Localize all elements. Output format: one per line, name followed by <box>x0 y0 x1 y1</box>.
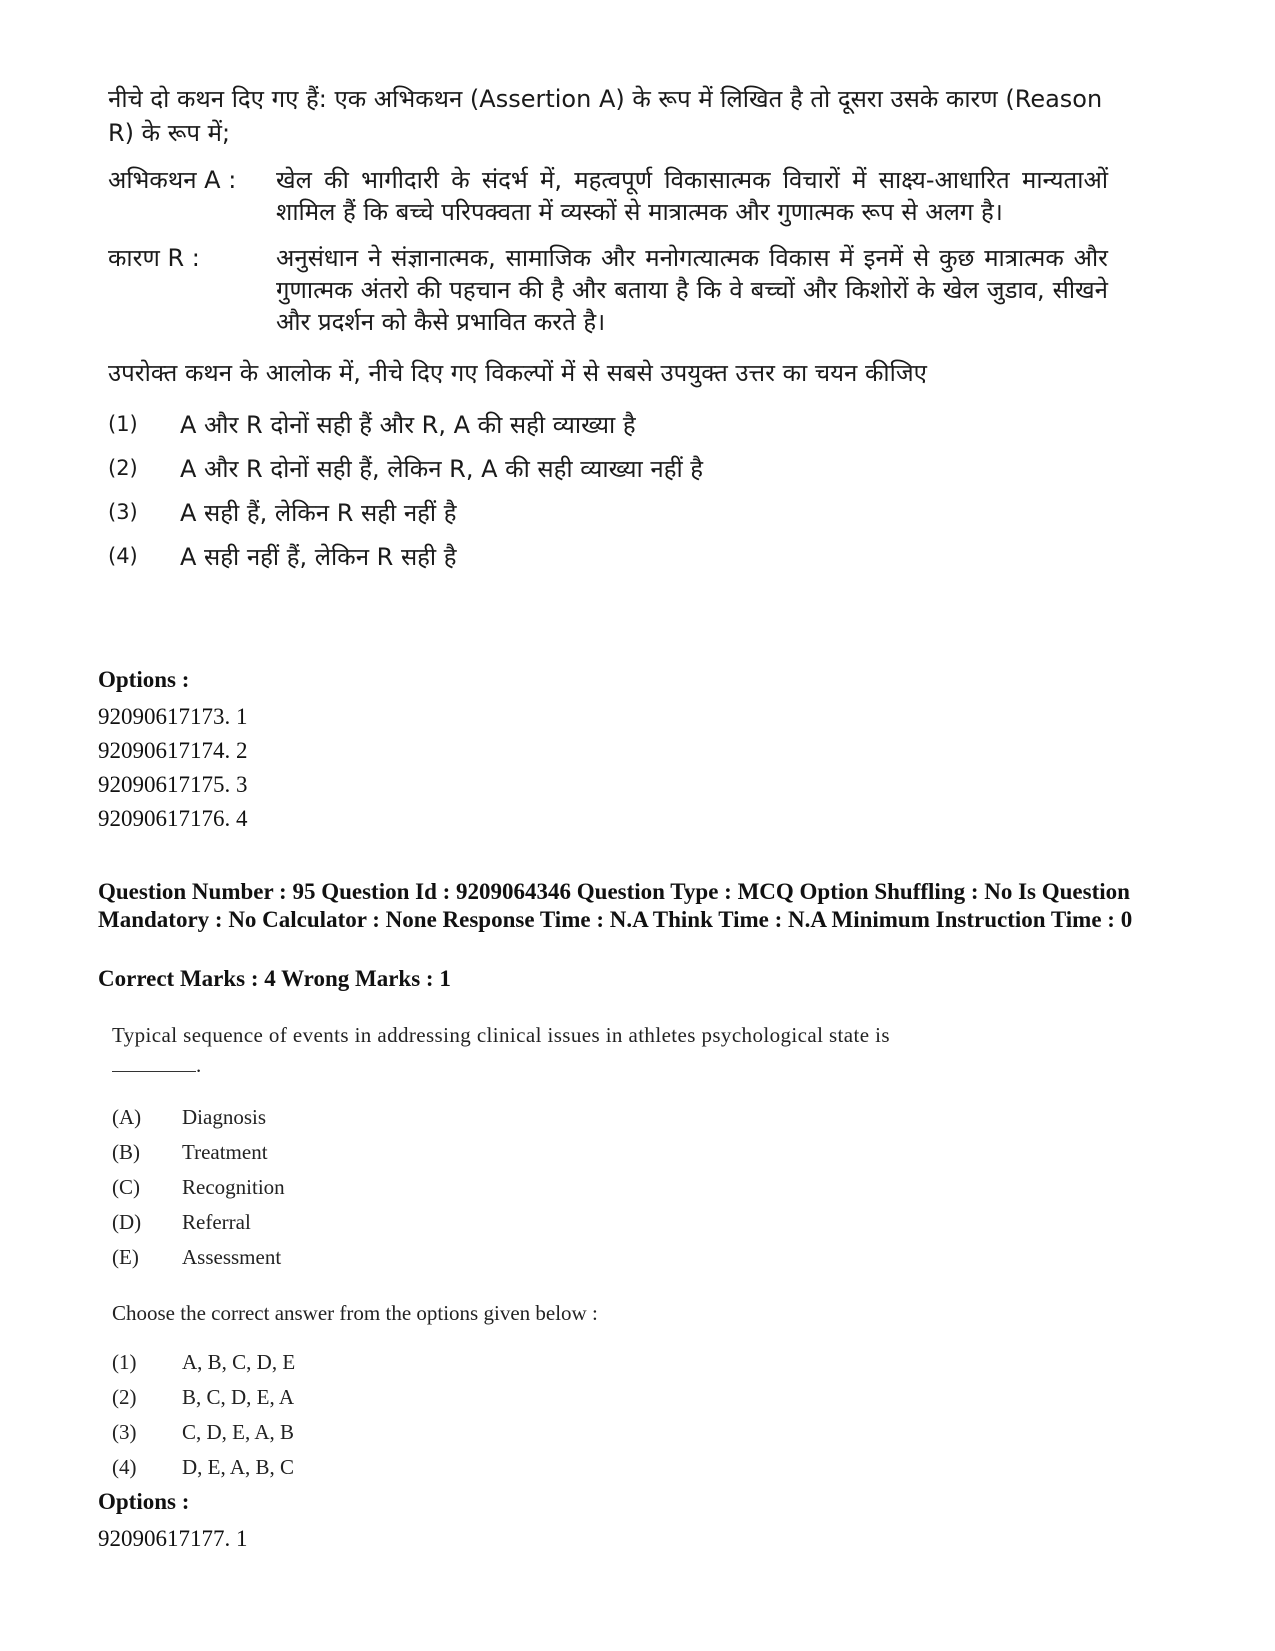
marks-info: Correct Marks : 4 Wrong Marks : 1 <box>98 966 451 991</box>
item-key: (E) <box>112 1245 139 1269</box>
answer-text: D, E, A, B, C <box>182 1455 295 1479</box>
stem-end: . <box>196 1053 202 1077</box>
answer-blank <box>112 1053 196 1072</box>
hindi-question-block <box>108 82 1108 578</box>
assertion-text: खेल की भागीदारी के संदर्भ में, महत्वपूर्ण विकासात्मक विचारों में साक्ष्य-आधारित मान्यताओं शामिल हैं कि बच्चे परिपक्वता में व्यस्कों से मात्रात्मक और गुणात्मक रूप से अलग है। <box>276 166 1108 226</box>
answer-key: (2) <box>112 1385 137 1409</box>
choice-number: (1) <box>108 412 138 436</box>
answer-choice <box>112 1380 1052 1415</box>
choice-number: (4) <box>108 544 138 568</box>
options-list <box>98 1522 248 1556</box>
question-metadata: Question Number : 95 Question Id : 9209064346 Question Type : MCQ Option Shuffling : No Is Question Mandatory : No Calculator : None Response Time : N.A Think Time : N.A Minimum Instruction Time : 0 <box>98 879 1133 932</box>
assertion-row <box>108 164 1108 228</box>
item-text: Treatment <box>182 1140 268 1164</box>
hindi-choice <box>108 490 1108 534</box>
event-item-list <box>112 1100 1052 1275</box>
reason-row <box>108 242 1108 338</box>
options-list <box>98 700 248 836</box>
item-key: (C) <box>112 1175 140 1199</box>
option-id: 92090617174. 2 <box>98 738 248 763</box>
answer-text: B, C, D, E, A <box>182 1385 295 1409</box>
item-key: (D) <box>112 1210 142 1234</box>
answer-choice <box>112 1345 1052 1380</box>
hindi-choice <box>108 402 1108 446</box>
stem-text: Typical sequence of events in addressing clinical issues in athletes psychological state is <box>112 1023 890 1047</box>
hindi-choice-list <box>108 402 1108 578</box>
answer-choice-list <box>112 1345 1052 1485</box>
item-text: Referral <box>182 1210 251 1234</box>
option-id: 92090617176. 4 <box>98 806 248 831</box>
hindi-choice <box>108 446 1108 490</box>
answer-key: (4) <box>112 1455 137 1479</box>
choose-instruction: Choose the correct answer from the options given below : <box>112 1301 598 1325</box>
event-item <box>112 1240 1052 1275</box>
answer-choice <box>112 1450 1052 1485</box>
choice-number: (2) <box>108 456 138 480</box>
choice-text: A और R दोनों सही हैं और R, A की सही व्याख्या है <box>180 410 636 439</box>
question-intro: नीचे दो कथन दिए गए हैं: एक अभिकथन (Assertion A) के रूप में लिखित है तो दूसरा उसके कारण (Reason R) के रूप में; <box>108 85 1103 147</box>
item-text: Recognition <box>182 1175 285 1199</box>
options-heading: Options : <box>98 1489 190 1514</box>
event-item <box>112 1170 1052 1205</box>
hindi-choice <box>108 534 1108 578</box>
choice-number: (3) <box>108 500 138 524</box>
question-stem <box>112 1020 1052 1080</box>
answer-text: C, D, E, A, B <box>182 1420 295 1444</box>
option-id: 92090617173. 1 <box>98 704 248 729</box>
choice-text: A और R दोनों सही हैं, लेकिन R, A की सही व्याख्या नहीं है <box>180 454 704 483</box>
event-item <box>112 1135 1052 1170</box>
event-item <box>112 1205 1052 1240</box>
answer-text: A, B, C, D, E <box>182 1350 296 1374</box>
item-key: (A) <box>112 1105 142 1129</box>
english-question-block <box>112 1020 1052 1485</box>
event-item <box>112 1100 1052 1135</box>
reason-label: कारण R : <box>108 244 200 272</box>
item-text: Diagnosis <box>182 1105 266 1129</box>
reason-text: अनुसंधान ने संज्ञानात्मक, सामाजिक और मनोगत्यात्मक विकास में इनमें से कुछ मात्रात्मक और गुणात्मक अंतरो की पहचान की है और बताया है कि वे बच्चों और किशोरों के खेल जुडाव, सीखने और प्रदर्शन को कैसे प्रभावित करते है। <box>276 244 1108 336</box>
option-id: 92090617177. 1 <box>98 1526 248 1551</box>
answer-choice <box>112 1415 1052 1450</box>
answer-key: (3) <box>112 1420 137 1444</box>
item-key: (B) <box>112 1140 140 1164</box>
assertion-label: अभिकथन A : <box>108 166 237 194</box>
options-heading: Options : <box>98 667 190 692</box>
option-id: 92090617175. 3 <box>98 772 248 797</box>
item-text: Assessment <box>182 1245 282 1269</box>
choice-text: A सही हैं, लेकिन R सही नहीं है <box>180 498 457 527</box>
question-instruction: उपरोक्त कथन के आलोक में, नीचे दिए गए विकल्पों में से सबसे उपयुक्त उत्तर का चयन कीजिए <box>108 359 927 387</box>
answer-key: (1) <box>112 1350 137 1374</box>
choice-text: A सही नहीं हैं, लेकिन R सही है <box>180 542 457 571</box>
